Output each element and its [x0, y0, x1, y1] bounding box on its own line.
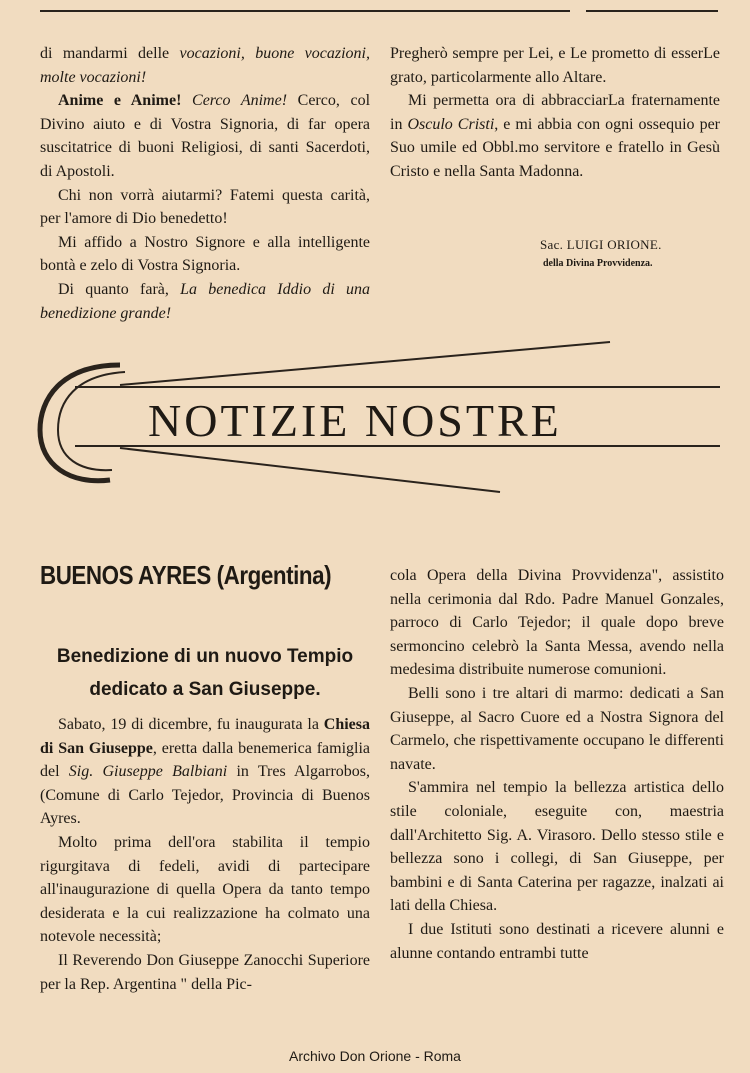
paragraph: di mandarmi delle vocazioni, buone vocazioni, molte vocazioni!	[40, 45, 370, 86]
article-subtitle: Benedizione di un nuovo Tempio dedicato a San Giuseppe.	[56, 646, 354, 700]
paragraph: Molto prima dell'ora stabilita il tempio rigurgitava di fedeli, avidi di partecipare all'inaugurazione di quella Opera da tanto tempo desiderata e la cui realizzazione ha colmato una notevole necessità;	[40, 833, 370, 946]
article-right-column	[390, 564, 724, 965]
article-left-column	[40, 713, 370, 996]
paragraph: I due Istituti sono destinati a ricevere alunni e alunne contando entrambi tutte	[390, 920, 724, 962]
paragraph: Belli sono i tre altari di marmo: dedicati a San Giuseppe, al Sacro Cuore ed a Nostra Signora del Carmelo, che rispettivamente occupano le differenti navate.	[390, 684, 724, 773]
signature-subtitle: della Divina Provvidenza.	[543, 258, 653, 269]
paragraph: cola Opera della Divina Provvidenza", assistito nella cerimonia dal Rdo. Padre Manuel Gonzales, parroco di Carlo Tejedor; il quale dopo breve sermoncino celebrò la Santa Messa, avendo nella medesima distribuite numerose comunioni.	[390, 567, 724, 679]
paragraph: Mi affido a Nostro Signore e alla intelligente bontà e zelo di Vostra Signoria.	[40, 233, 370, 275]
paragraph: Anime e Anime! Cerco Anime! Cerco, col Divino aiuto e di Vostra Signoria, di far opera suscitatrice di buoni Religiosi, di santi Sacerdoti, di Apostoli.	[40, 92, 371, 180]
paragraph: Mi permetta ora di abbracciarLa fraternamente in Osculo Cristi, e mi abbia con ogni ossequio per Suo umile ed Obbl.mo servitore e fratello in Gesù Cristo e nella Santa Madonna.	[390, 92, 720, 180]
archive-footer: Archivo Don Orione - Roma	[289, 1048, 461, 1064]
paragraph: S'ammira nel tempio la bellezza artistica dello stile coloniale, eseguite con, maestria dall'Architetto Sig. A. Virasoro. Dello stesso stile e bellezza sono i collegi, di San Giuseppe, per bambini e di Santa Caterina per ragazze, inalzati ai lati della Chiesa.	[390, 779, 724, 915]
paragraph: Il Reverendo Don Giuseppe Zanocchi Superiore per la Rep. Argentina " della Pic-	[40, 951, 370, 993]
paragraph: Di quanto farà, La benedica Iddio di una benedizione grande!	[40, 280, 371, 322]
paragraph: Sabato, 19 di dicembre, fu inaugurata la Chiesa di San Giuseppe, eretta dalla benemerica famiglia del Sig. Giuseppe Balbiani in Tres Algarrobos, (Comune di Carlo Tejedor, Provincia di Buenos Ayres.	[40, 716, 371, 828]
signature-name: Sac. LUIGI ORIONE.	[540, 237, 662, 252]
paragraph: Pregherò sempre per Lei, e Le prometto di esserLe grato, particolarmente allo Altare.	[390, 45, 720, 86]
article-title: BUENOS AYRES (Argentina)	[40, 560, 332, 590]
section-heading: NOTIZIE NOSTRE	[148, 395, 562, 446]
paragraph: Chi non vorrà aiutarmi? Fatemi questa carità, per l'amore di Dio benedetto!	[40, 186, 370, 228]
